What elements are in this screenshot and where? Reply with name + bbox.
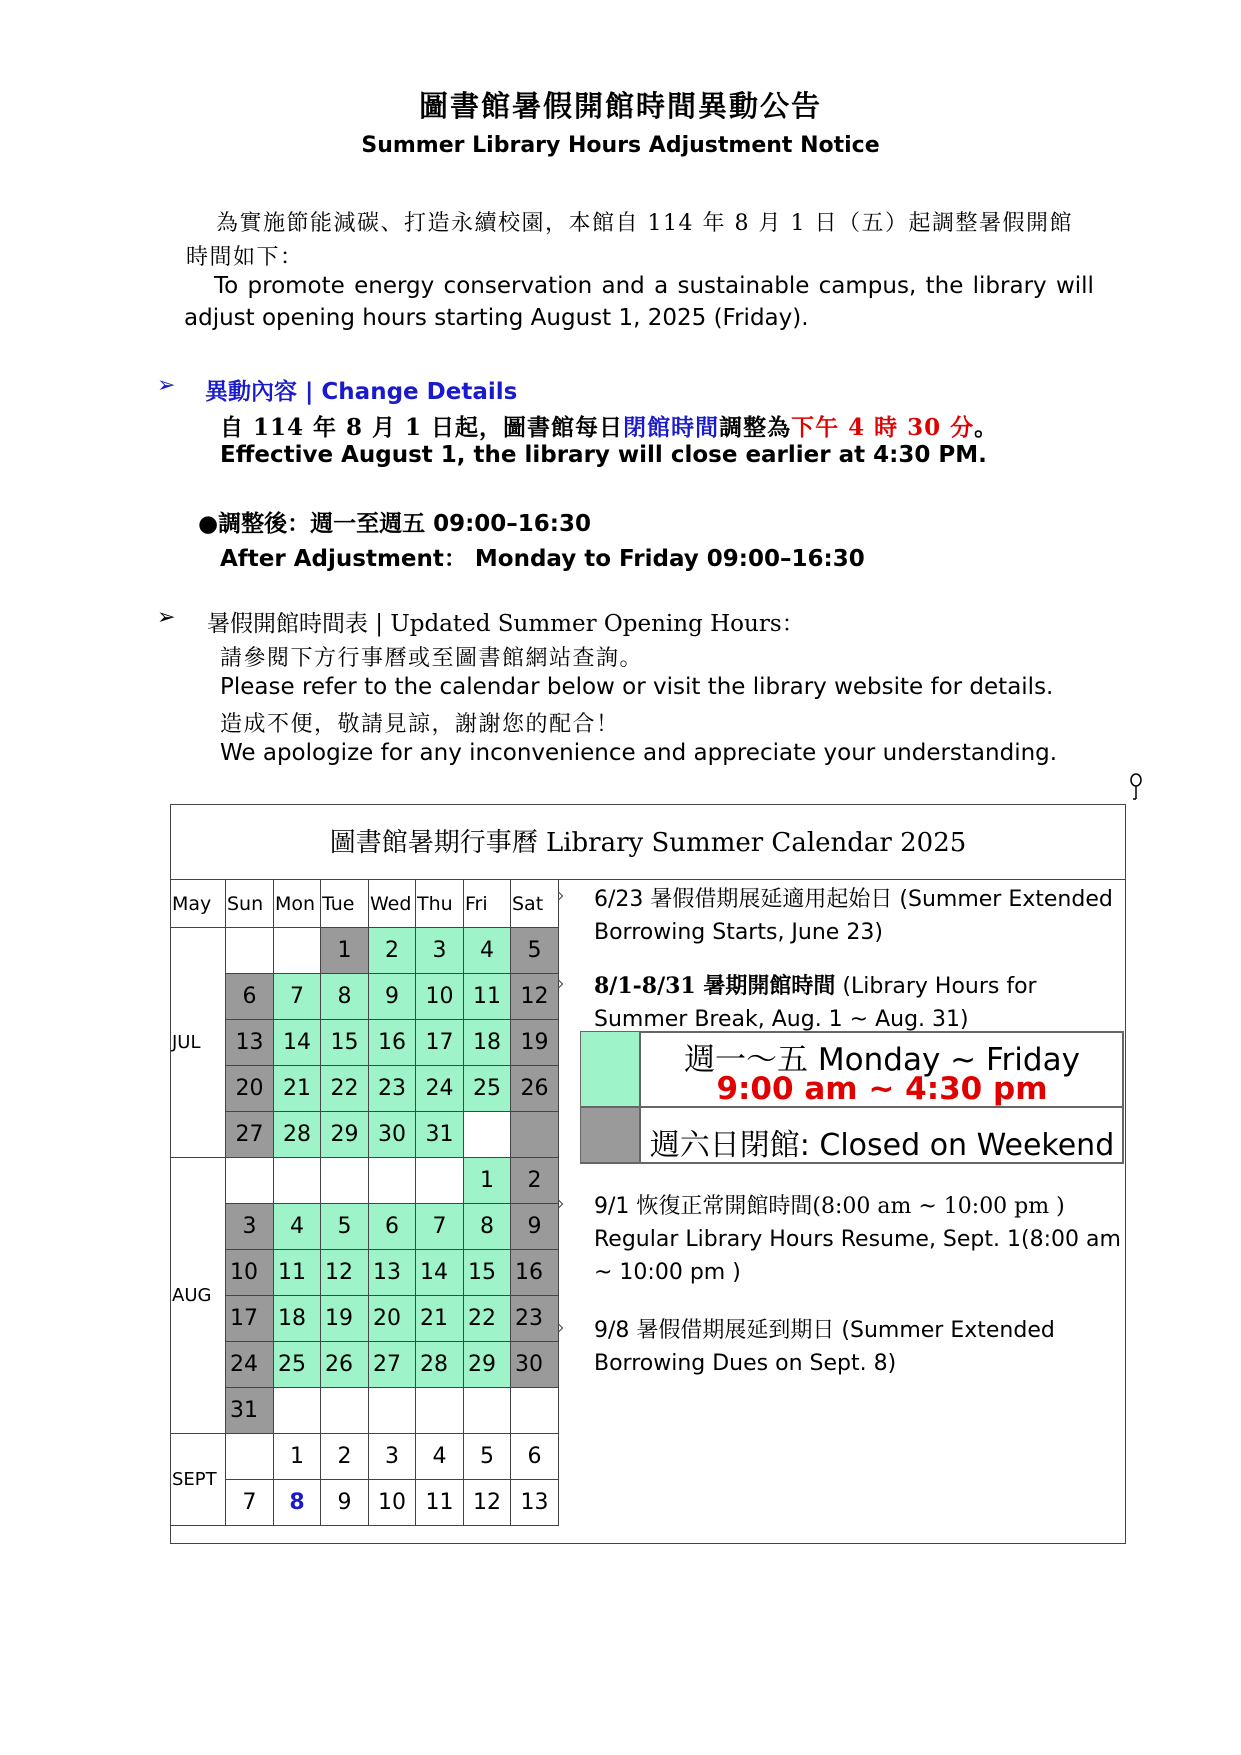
anchor-marker-icon — [1128, 773, 1144, 801]
change-en: Effective August 1, the library will close earlier at 4:30 PM. — [220, 442, 987, 468]
calendar-week-row — [171, 1342, 559, 1388]
day-cell: 11 — [274, 1250, 321, 1296]
month-label-aug: AUG — [171, 1158, 226, 1434]
legend-closed-label: 週六日閉館: Closed on Weekend — [649, 1128, 1115, 1163]
calendar-table — [170, 879, 559, 1526]
day-cell: 17 — [416, 1020, 464, 1066]
day-cell: 5 — [464, 1434, 511, 1480]
day-cell: 14 — [416, 1250, 464, 1296]
after-adjustment-en: After Adjustment： Monday to Friday 09:00–16:30 — [220, 546, 865, 572]
day-cell: 16 — [511, 1250, 559, 1296]
calendar-week-row — [171, 1250, 559, 1296]
intro-en-line2: adjust opening hours starting August 1, 2025 (Friday). — [184, 305, 809, 331]
day-cell: 5 — [321, 1204, 369, 1250]
day-cell — [274, 928, 321, 974]
event-date: 8/1-8/31 暑期開館時間 — [594, 973, 836, 999]
change-zh-part1: 自 114 年 8 月 1 日起，圖書館每日 — [220, 414, 624, 441]
refer-zh: 請參閱下方行事曆或至圖書館網站查詢。 — [220, 646, 644, 671]
day-cell: 16 — [369, 1020, 416, 1066]
day-cell: 10 — [369, 1480, 416, 1526]
apology-zh: 造成不便，敬請見諒，謝謝您的配合！ — [220, 712, 620, 737]
day-cell: 26 — [321, 1342, 369, 1388]
day-cell: 22 — [321, 1066, 369, 1112]
day-cell: 27 — [226, 1112, 274, 1158]
day-cell: 24 — [226, 1342, 274, 1388]
event-zh: 恢復正常開館時間(8:00 am ~ 10:00 pm ) — [636, 1194, 1065, 1219]
day-cell: 25 — [274, 1342, 321, 1388]
arrow-bullet-icon: ➢ — [157, 605, 176, 630]
day-cell: 8 — [321, 974, 369, 1020]
arrow-bullet-icon: ➢ — [157, 373, 176, 398]
day-cell — [416, 1388, 464, 1434]
day-cell: 19 — [321, 1296, 369, 1342]
header-cell: Sun — [226, 880, 274, 928]
calendar-week-row — [171, 1020, 559, 1066]
day-cell: 31 — [226, 1388, 274, 1434]
event-en: Regular Library Hours Resume, Sept. 1(8:00 am ~ 10:00 pm ) — [594, 1227, 1121, 1285]
calendar-week-row — [171, 1296, 559, 1342]
event-regular-hours — [594, 1190, 1124, 1289]
day-cell: 10 — [416, 974, 464, 1020]
day-cell: 18 — [464, 1020, 511, 1066]
calendar-header-row — [171, 880, 559, 928]
intro-zh-line1: 為實施節能減碳、打造永續校園，本館自 114 年 8 月 1 日（五）起調整暑假開館 — [216, 211, 1073, 236]
day-cell: 9 — [369, 974, 416, 1020]
apology-en: We apologize for any inconvenience and appreciate your understanding. — [220, 740, 1058, 766]
day-cell: 5 — [511, 928, 559, 974]
day-cell: 11 — [464, 974, 511, 1020]
day-cell — [274, 1388, 321, 1434]
month-label-jul: JUL — [171, 928, 226, 1158]
day-cell: 6 — [369, 1204, 416, 1250]
day-cell: 7 — [274, 974, 321, 1020]
change-zh — [220, 409, 998, 442]
day-cell: 6 — [511, 1434, 559, 1480]
day-cell: 22 — [464, 1296, 511, 1342]
day-cell: 13 — [369, 1250, 416, 1296]
day-cell: 1 — [464, 1158, 511, 1204]
day-cell: 8 — [464, 1204, 511, 1250]
day-cell: 23 — [511, 1296, 559, 1342]
header-cell: Fri — [464, 880, 511, 928]
day-cell: 19 — [511, 1020, 559, 1066]
after-adjustment-zh: ●調整後：週一至週五 09:00–16:30 — [198, 511, 591, 537]
day-cell: 3 — [369, 1434, 416, 1480]
day-cell: 3 — [416, 928, 464, 974]
change-zh-part2: 閉館時間 — [623, 414, 720, 441]
day-cell: 15 — [464, 1250, 511, 1296]
day-cell: 6 — [226, 974, 274, 1020]
event-zh: 暑假借期展延適用起始日 — [650, 887, 893, 912]
day-cell: 7 — [226, 1480, 274, 1526]
day-cell: 2 — [369, 928, 416, 974]
calendar-week-row — [171, 1434, 559, 1480]
day-cell — [226, 928, 274, 974]
change-zh-part4: 下午 4 時 30 分 — [791, 414, 975, 441]
day-cell — [226, 1434, 274, 1480]
day-cell: 1 — [274, 1434, 321, 1480]
day-cell: 27 — [369, 1342, 416, 1388]
header-cell: Thu — [416, 880, 464, 928]
calendar-week-row — [171, 1204, 559, 1250]
day-cell-highlight: 8 — [274, 1480, 321, 1526]
event-zh: 暑假借期展延到期日 — [636, 1318, 835, 1343]
day-cell: 18 — [274, 1296, 321, 1342]
legend-open-label: 週一～五 Monday ~ Friday — [684, 1042, 1080, 1078]
day-cell: 17 — [226, 1296, 274, 1342]
day-cell: 3 — [226, 1204, 274, 1250]
day-cell: 10 — [226, 1250, 274, 1296]
day-cell: 24 — [416, 1066, 464, 1112]
day-cell: 13 — [511, 1480, 559, 1526]
day-cell: 4 — [274, 1204, 321, 1250]
day-cell: 2 — [321, 1434, 369, 1480]
day-cell: 30 — [511, 1342, 559, 1388]
calendar-week-row — [171, 1112, 559, 1158]
day-cell: 4 — [416, 1434, 464, 1480]
refer-en: Please refer to the calendar below or visit the library website for details. — [220, 674, 1054, 700]
day-cell: 28 — [416, 1342, 464, 1388]
page-subtitle: Summer Library Hours Adjustment Notice — [361, 133, 880, 158]
day-cell: 20 — [369, 1296, 416, 1342]
calendar-week-row — [171, 1066, 559, 1112]
header-cell: Sat — [511, 880, 559, 928]
day-cell: 13 — [226, 1020, 274, 1066]
day-cell: 30 — [369, 1112, 416, 1158]
day-cell: 26 — [511, 1066, 559, 1112]
day-cell — [369, 1158, 416, 1204]
day-cell: 20 — [226, 1066, 274, 1112]
day-cell: 1 — [321, 928, 369, 974]
day-cell: 9 — [321, 1480, 369, 1526]
calendar-week-row — [171, 1158, 559, 1204]
calendar-week-row — [171, 974, 559, 1020]
day-cell — [369, 1388, 416, 1434]
day-cell — [274, 1158, 321, 1204]
section-heading-change-details: 異動內容 | Change Details — [205, 379, 518, 405]
header-cell: Mon — [274, 880, 321, 928]
day-cell: 4 — [464, 928, 511, 974]
calendar-week-row — [171, 928, 559, 974]
change-zh-part3: 調整為 — [719, 414, 792, 441]
section-heading-summer-hours: 暑假開館時間表 | Updated Summer Opening Hours： — [207, 611, 805, 637]
event-date: 9/8 — [594, 1318, 630, 1343]
day-cell: 23 — [369, 1066, 416, 1112]
day-cell: 12 — [321, 1250, 369, 1296]
header-cell: May — [171, 880, 226, 928]
legend-swatch-closed — [581, 1108, 641, 1162]
legend-swatch-open — [581, 1032, 641, 1106]
day-cell — [226, 1158, 274, 1204]
header-cell: Tue — [321, 880, 369, 928]
day-cell: 21 — [274, 1066, 321, 1112]
day-cell — [464, 1112, 511, 1158]
event-borrowing-start — [594, 883, 1114, 949]
day-cell: 21 — [416, 1296, 464, 1342]
day-cell: 12 — [464, 1480, 511, 1526]
page-title: 圖書館暑假開館時間異動公告 — [418, 89, 822, 123]
day-cell: 29 — [321, 1112, 369, 1158]
change-zh-part5: 。 — [974, 414, 999, 441]
day-cell: 28 — [274, 1112, 321, 1158]
day-cell: 29 — [464, 1342, 511, 1388]
day-cell: 12 — [511, 974, 559, 1020]
day-cell: 25 — [464, 1066, 511, 1112]
header-cell: Wed — [369, 880, 416, 928]
month-label-sept: SEPT — [171, 1434, 226, 1526]
day-cell: 2 — [511, 1158, 559, 1204]
event-date: 6/23 — [594, 887, 644, 912]
event-date: 9/1 — [594, 1194, 630, 1219]
day-cell — [416, 1158, 464, 1204]
day-cell — [511, 1112, 559, 1158]
day-cell: 9 — [511, 1204, 559, 1250]
day-cell: 31 — [416, 1112, 464, 1158]
event-summer-hours — [594, 970, 1114, 1036]
event-en: (Summer Extended Borrowing Dues on Sept. 8) — [594, 1318, 1055, 1376]
day-cell: 14 — [274, 1020, 321, 1066]
day-cell — [464, 1388, 511, 1434]
day-cell: 15 — [321, 1020, 369, 1066]
day-cell — [511, 1388, 559, 1434]
event-en: (Summer Extended Borrowing Starts, June 23) — [594, 887, 1113, 945]
intro-zh-line2: 時間如下： — [186, 245, 304, 270]
event-en: (Library Hours for Summer Break, Aug. 1 ~ Aug. 31) — [594, 974, 1037, 1032]
calendar-week-row — [171, 1480, 559, 1526]
intro-en-line1: To promote energy conservation and a sustainable campus, the library will — [214, 273, 1094, 299]
day-cell — [321, 1388, 369, 1434]
legend-open-hours: 9:00 am ~ 4:30 pm — [716, 1071, 1048, 1107]
day-cell — [321, 1158, 369, 1204]
calendar-week-row — [171, 1388, 559, 1434]
event-borrowing-due — [594, 1314, 1114, 1380]
day-cell: 7 — [416, 1204, 464, 1250]
day-cell: 11 — [416, 1480, 464, 1526]
calendar-title: 圖書館暑期行事曆 Library Summer Calendar 2025 — [329, 828, 967, 858]
